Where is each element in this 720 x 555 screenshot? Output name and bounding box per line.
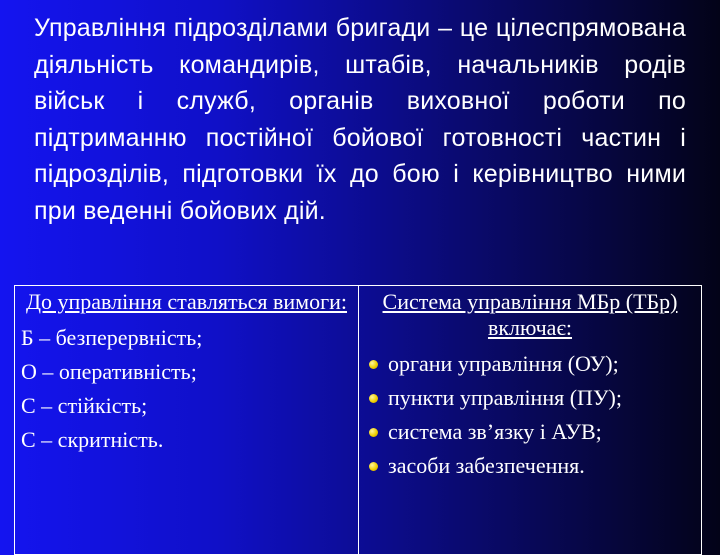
requirement-item: О – оперативність; xyxy=(21,359,197,384)
bullet-icon xyxy=(369,394,378,403)
system-column xyxy=(359,286,701,554)
system-item xyxy=(365,381,695,415)
bullet-icon xyxy=(369,360,378,369)
requirement-item: С – стійкість; xyxy=(21,393,148,418)
bullet-icon xyxy=(369,428,378,437)
system-item-label: засоби забезпечення. xyxy=(388,453,585,478)
system-item xyxy=(365,347,695,381)
requirements-title: До управління ставляться вимоги: xyxy=(25,289,348,314)
system-item-label: система зв’язку і АУВ; xyxy=(388,419,602,444)
requirements-column xyxy=(15,286,359,554)
system-title: Система управління МБр (ТБр) включає: xyxy=(382,289,678,340)
system-item xyxy=(365,449,695,483)
intro-paragraph: Управління підрозділами бригади – це цілеспрямована діяльність командирів, штабів, начальників родів військ і служб, органів виховної роботи по підтриманню постійної бойової готовності частин і підрозділів, підготовки їх до бою і керівництво ними при веденні бойових дій. xyxy=(34,14,686,225)
system-item-label: органи управління (ОУ); xyxy=(388,351,619,376)
requirement-item: Б – безперервність; xyxy=(21,325,203,350)
system-item-label: пункти управління (ПУ); xyxy=(388,385,622,410)
system-item xyxy=(365,415,695,449)
requirements-table xyxy=(14,285,702,555)
bullet-icon xyxy=(369,462,378,471)
requirement-item: С – скритність. xyxy=(21,427,164,452)
